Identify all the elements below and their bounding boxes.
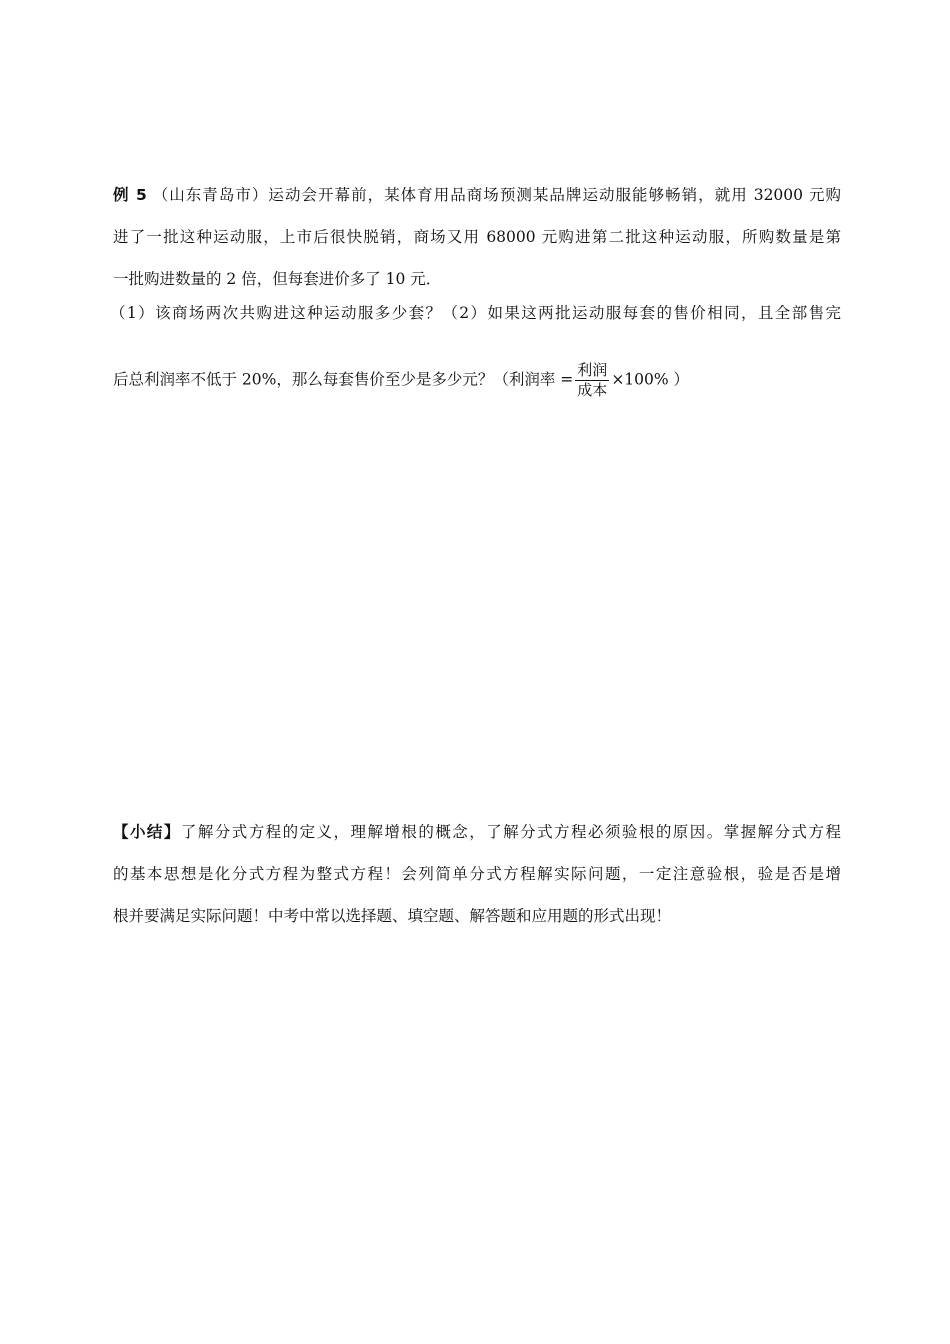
summary-label: 【小结】 <box>113 823 181 841</box>
summary-text-1: 了解分式方程的定义，理解增根的概念，了解分式方程必须验根的原因。掌握解分式方程 <box>180 823 841 841</box>
example-line-3: 一批购进数量的 2 倍，但每套进价多了 10 元． <box>113 270 442 288</box>
fraction-denominator: 成本 <box>577 381 608 399</box>
summary-line-2: 的基本思想是化分式方程为整式方程！会列简单分式方程解实际问题，一定注意验根，验是否是增 <box>113 865 841 883</box>
formula-suffix: ×100% ） <box>611 370 690 389</box>
example-label: 例 5 <box>113 186 147 204</box>
example-question-line: （1）该商场两次共购进这种运动服多少套？（2）如果这两批运动服每套的售价相同，且全部售完 <box>110 304 841 322</box>
example-text-1: （山东青岛市）运动会开幕前，某体育用品商场预测某品牌运动服能够畅销，就用 32000 元购 <box>152 186 842 204</box>
summary-line-1 <box>113 822 841 842</box>
example-question-continued <box>113 361 689 400</box>
example-line-1 <box>113 185 841 205</box>
profit-rate-fraction <box>575 361 609 400</box>
fraction-numerator: 利润 <box>577 361 608 379</box>
question-text-end: 后总利润率不低于 20%，那么每套售价至少是多少元？（利润率 = <box>113 370 574 389</box>
example-line-2: 进了一批这种运动服，上市后很快脱销，商场又用 68000 元购进第二批这种运动服，所购数量是第 <box>113 228 841 246</box>
summary-line-3: 根并要满足实际问题！中考中常以选择题、填空题、解答题和应用题的形式出现！ <box>113 907 672 925</box>
